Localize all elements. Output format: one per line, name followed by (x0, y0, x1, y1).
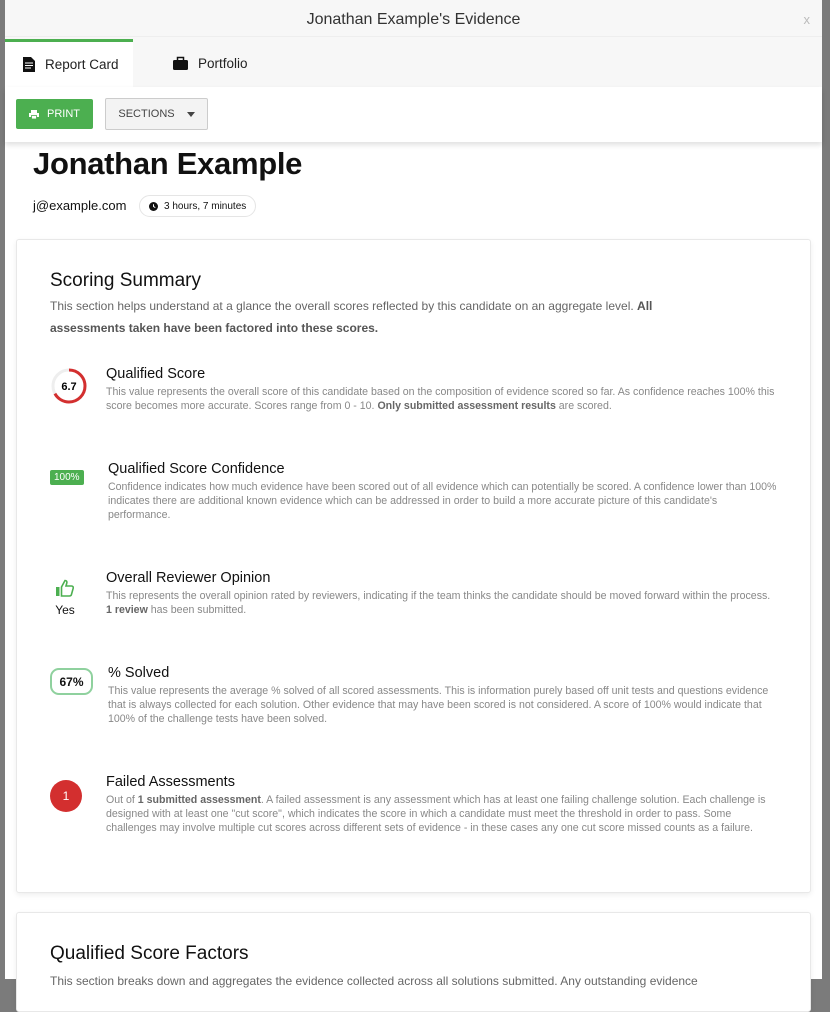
section-title: Scoring Summary (50, 270, 201, 291)
close-icon[interactable]: x (803, 12, 810, 27)
caret-down-icon (187, 112, 195, 117)
item-description: This value represents the overall score of this candidate based on the composition of evidence scored so far. As confidence reaches 100% this score becomes more accurate. Scores range from 0 - 10. Only submitted assessment results are scored. (106, 386, 775, 412)
scoring-summary-card (16, 239, 811, 893)
evidence-modal (5, 0, 822, 988)
item-title: Qualified Score Confidence (108, 461, 285, 477)
document-icon (23, 57, 35, 72)
thumbs-up-icon (56, 579, 74, 597)
section-intro: This section breaks down and aggregates the evidence collected across all solutions submitted. Any outstanding evidence (50, 974, 698, 988)
confidence-badge: 100% (50, 470, 84, 485)
item-title: % Solved (108, 665, 170, 681)
section-title: Qualified Score Factors (50, 943, 249, 964)
clock-icon (149, 202, 158, 211)
tab-report-card[interactable] (5, 39, 133, 87)
printer-icon (29, 110, 39, 119)
score-factors-card (16, 912, 811, 1012)
tab-portfolio[interactable] (155, 40, 248, 87)
tab-label: Portfolio (198, 56, 248, 71)
section-intro: This section helps understand at a glance the overall scores reflected by this candidate on an aggregate level. All assessments taken have been factored into these scores. (50, 299, 653, 335)
solved-badge: 67% (50, 668, 93, 695)
item-description: This value represents the average % solved of all scored assessments. This is information purely based off unit tests and questions evidence that is always collected for each solution. Other evidence that may have been scored is not considered. A score of 100% would indicate that 100% of the challenge tests have been solved. (108, 685, 769, 725)
briefcase-icon (173, 57, 188, 70)
item-title: Failed Assessments (106, 774, 235, 790)
modal-header (5, 0, 822, 37)
tab-bar (5, 37, 822, 87)
toolbar (5, 87, 822, 142)
score-ring (50, 367, 88, 410)
failed-count-badge: 1 (50, 780, 82, 812)
item-title: Qualified Score (106, 366, 206, 382)
sections-label: SECTIONS (118, 108, 175, 120)
item-description: This represents the overall opinion rated by reviewers, indicating if the team thinks the candidate should be moved forward within the process. 1 review has been submitted. (106, 590, 771, 616)
opinion-value: Yes (55, 603, 75, 617)
tab-label: Report Card (45, 57, 119, 72)
print-button[interactable] (16, 99, 93, 129)
item-title: Overall Reviewer Opinion (106, 570, 271, 586)
duration-text: 3 hours, 7 minutes (164, 200, 247, 212)
duration-badge (139, 195, 256, 217)
candidate-email: j@example.com (33, 198, 127, 213)
candidate-name: Jonathan Example (33, 146, 303, 181)
sections-dropdown[interactable] (105, 98, 208, 130)
item-description: Out of 1 submitted assessment. A failed assessment is any assessment which has at least one failing challenge solution. Each challenge is designed with at least one "cut score", which indicates the score in which a candidate must meet the threshold in order to pass. Some challenges may involve multiple cut scores across different sets of evidence - in these cases any one cut score missed counts as a failure. (106, 794, 766, 834)
item-description: Confidence indicates how much evidence have been scored out of all evidence which can potentially be scored. A confidence lower than 100% indicates there are additional known evidence which can be addressed in order to build a more accurate picture of this candidate's performance. (108, 481, 777, 521)
svg-text:6.7: 6.7 (61, 381, 77, 393)
modal-title: Jonathan Example's Evidence (306, 11, 521, 28)
print-label: PRINT (47, 108, 80, 120)
